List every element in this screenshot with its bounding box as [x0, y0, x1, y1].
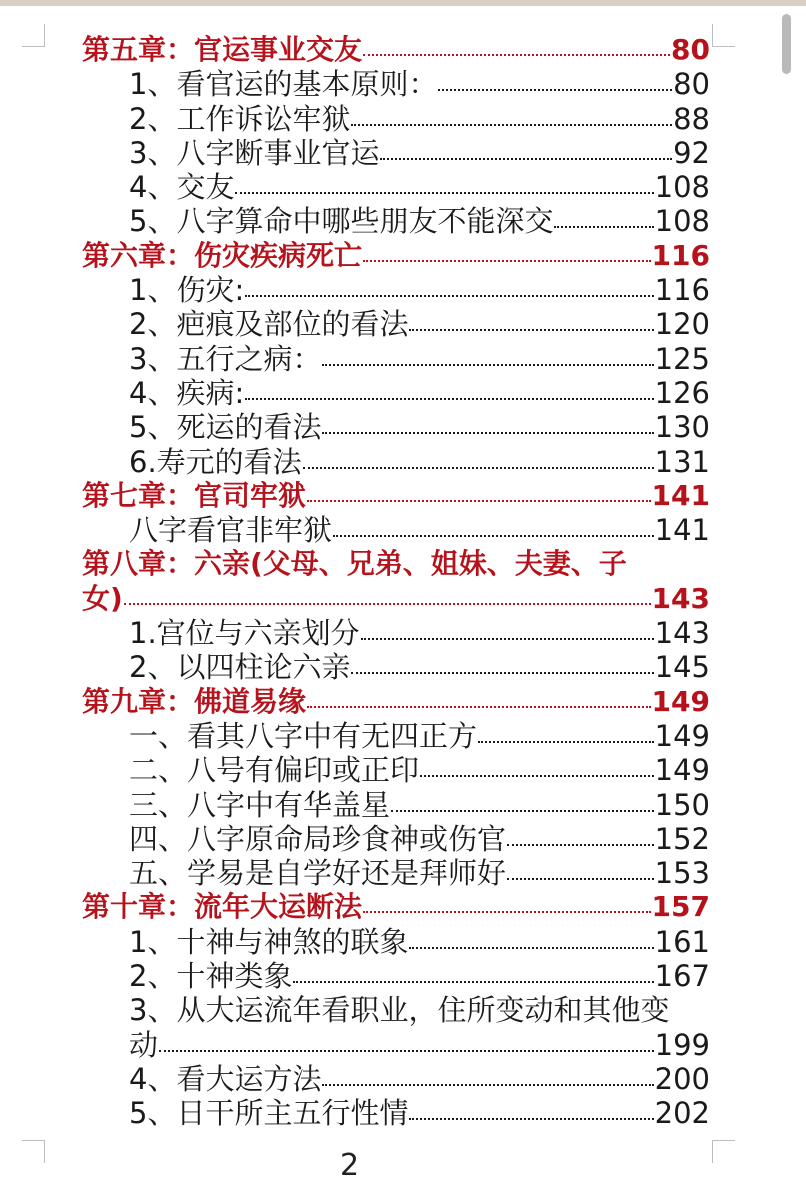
dot-leader — [307, 706, 651, 708]
dot-leader — [307, 500, 651, 502]
toc-entry-page: 92 — [673, 135, 710, 170]
toc-section-entry[interactable] — [82, 445, 710, 479]
crop-mark-top-left — [22, 24, 45, 47]
dot-leader — [124, 603, 651, 605]
toc-entry-page: 199 — [654, 1027, 710, 1062]
toc-entry-page: 145 — [654, 650, 710, 685]
toc-entry-title: 3、从大运流年看职业，住所变动和其他变 — [129, 993, 670, 1028]
toc-entry-page: 157 — [651, 890, 710, 924]
toc-entry-page: 108 — [654, 170, 710, 205]
toc-section-entry[interactable] — [82, 273, 710, 307]
crop-mark-bottom-left — [22, 1140, 45, 1163]
toc-entry-title: 1、看官运的基本原则： — [129, 67, 438, 102]
dot-leader — [333, 535, 654, 537]
crop-mark-top-right — [712, 24, 735, 47]
toc-section-entry[interactable] — [82, 1062, 710, 1096]
toc-entry-title: 女) — [82, 581, 123, 615]
dot-leader — [363, 260, 651, 262]
toc-entry-page: 167 — [654, 959, 710, 994]
toc-section-entry[interactable] — [82, 993, 710, 1027]
toc-section-entry[interactable] — [82, 650, 710, 684]
scrollbar[interactable] — [782, 14, 791, 74]
toc-entry-title: 五、学易是自学好还是拜师好 — [129, 856, 507, 891]
toc-entry-title: 1.宫位与六亲划分 — [129, 616, 360, 651]
dot-leader — [322, 364, 653, 366]
toc-section-entry[interactable] — [82, 342, 710, 376]
dot-leader — [507, 844, 654, 846]
dot-leader — [293, 981, 653, 983]
dot-leader — [391, 810, 654, 812]
toc-entry-page: 202 — [654, 1096, 710, 1131]
dot-leader — [245, 295, 653, 297]
toc-section-entry[interactable] — [82, 719, 710, 753]
toc-entry-page: 116 — [654, 273, 710, 308]
toc-entry-title: 动 — [129, 1027, 159, 1062]
toc-entry-page: 131 — [654, 444, 710, 479]
toc-entry-page: 149 — [654, 718, 710, 753]
toc-entry-page: 80 — [671, 33, 710, 66]
dot-leader — [159, 1050, 654, 1052]
dot-leader — [409, 1118, 653, 1120]
dot-leader — [361, 638, 654, 640]
toc-section-entry[interactable] — [82, 1028, 710, 1062]
toc-entry-title: 第八章：六亲(父母、兄弟、姐妹、夫妻、子 — [82, 547, 627, 581]
dot-leader — [322, 432, 653, 434]
toc-entry-page: 126 — [654, 375, 710, 410]
toc-entry-page: 149 — [651, 684, 710, 718]
dot-leader — [409, 947, 653, 949]
toc-chapter-entry[interactable] — [82, 890, 710, 924]
toc-section-entry[interactable] — [82, 170, 710, 204]
toc-section-entry[interactable] — [82, 788, 710, 822]
dot-leader — [554, 226, 653, 228]
toc-entry-page: 153 — [654, 856, 710, 891]
dot-leader — [351, 672, 653, 674]
toc-section-entry[interactable] — [82, 307, 710, 341]
toc-entry-title: 4、看大运方法 — [129, 1061, 322, 1096]
toc-entry-page: 130 — [654, 410, 710, 445]
page-number: 2 — [340, 1148, 360, 1183]
toc-section-entry[interactable] — [82, 102, 710, 136]
toc-entry-title: 6.寿元的看法 — [129, 444, 302, 479]
toc-entry-title: 5、日干所主五行性情 — [129, 1096, 409, 1131]
toc-section-entry[interactable] — [82, 204, 710, 238]
toc-section-entry[interactable] — [82, 136, 710, 170]
toc-section-entry[interactable] — [82, 513, 710, 547]
toc-entry-page: 125 — [654, 341, 710, 376]
toc-chapter-entry[interactable] — [82, 33, 710, 67]
toc-entry-page: 150 — [654, 787, 710, 822]
toc-section-entry[interactable] — [82, 67, 710, 101]
toc-chapter-entry[interactable] — [82, 479, 710, 513]
dot-leader — [409, 329, 653, 331]
toc-entry-title: 4、交友 — [129, 170, 235, 205]
toc-entry-page: 141 — [654, 513, 710, 548]
toc-entry-page: 88 — [673, 101, 710, 136]
toc-chapter-entry[interactable] — [82, 547, 710, 581]
toc-entry-title: 5、八字算命中哪些朋友不能深交 — [129, 204, 554, 239]
toc-entry-title: 二、八号有偏印或正印 — [129, 753, 420, 788]
dot-leader — [478, 741, 654, 743]
toc-chapter-entry[interactable] — [82, 239, 710, 273]
toc-section-entry[interactable] — [82, 1096, 710, 1130]
toc-entry-title: 2、疤痕及部位的看法 — [129, 307, 409, 342]
dot-leader — [322, 1084, 653, 1086]
toc-section-entry[interactable] — [82, 410, 710, 444]
toc-entry-page: 149 — [654, 753, 710, 788]
dot-leader — [420, 775, 654, 777]
toc-section-entry[interactable] — [82, 959, 710, 993]
dot-leader — [438, 89, 672, 91]
toc-entry-page: 80 — [673, 67, 710, 102]
toc-entry-title: 第七章：官司牢狱 — [82, 478, 307, 512]
toc-entry-page: 143 — [651, 581, 710, 615]
dot-leader — [303, 467, 654, 469]
toc-entry-page: 116 — [651, 238, 710, 272]
toc-entry-page: 108 — [654, 204, 710, 239]
toc-entry-title: 一、看其八字中有无四正方 — [129, 718, 478, 753]
toc-entry-title: 1、十神与神煞的联象 — [129, 924, 409, 959]
toc-entry-page: 200 — [654, 1061, 710, 1096]
toc-section-entry[interactable] — [82, 856, 710, 890]
table-of-contents — [82, 33, 710, 1131]
dot-leader — [245, 398, 653, 400]
toc-entry-page: 143 — [654, 616, 710, 651]
crop-mark-bottom-right — [712, 1140, 735, 1163]
toc-chapter-entry[interactable] — [82, 685, 710, 719]
toc-section-entry[interactable] — [82, 616, 710, 650]
toc-entry-title: 3、八字断事业官运 — [129, 135, 380, 170]
toc-chapter-entry[interactable] — [82, 582, 710, 616]
toc-entry-title: 5、死运的看法 — [129, 410, 322, 445]
toc-section-entry[interactable] — [82, 753, 710, 787]
toc-entry-title: 第九章：佛道易缘 — [82, 684, 307, 718]
dot-leader — [380, 158, 672, 160]
toc-entry-title: 八字看官非牢狱 — [129, 513, 333, 548]
dot-leader — [363, 911, 651, 913]
toc-entry-title: 第五章：官运事业交友 — [82, 33, 363, 66]
toc-entry-title: 三、八字中有华盖星 — [129, 787, 391, 822]
toc-entry-page: 141 — [651, 478, 710, 512]
dot-leader — [363, 54, 670, 56]
toc-section-entry[interactable] — [82, 925, 710, 959]
toc-entry-title: 第六章：伤灾疾病死亡 — [82, 238, 363, 272]
dot-leader — [507, 878, 654, 880]
toc-entry-title: 第十章：流年大运断法 — [82, 890, 363, 924]
toc-section-entry[interactable] — [82, 822, 710, 856]
toc-entry-title: 四、八字原命局珍食神或伤官 — [129, 821, 507, 856]
toc-entry-page: 161 — [654, 924, 710, 959]
dot-leader — [351, 124, 672, 126]
toc-entry-title: 2、十神类象 — [129, 959, 293, 994]
toc-entry-title: 1、伤灾: — [129, 273, 245, 308]
toc-section-entry[interactable] — [82, 376, 710, 410]
toc-entry-page: 152 — [654, 821, 710, 856]
toc-entry-page: 120 — [654, 307, 710, 342]
toc-entry-title: 4、疾病: — [129, 375, 245, 410]
dot-leader — [235, 192, 653, 194]
toc-entry-title: 3、五行之病： — [129, 341, 322, 376]
toc-entry-title: 2、以四柱论六亲 — [129, 650, 351, 685]
toc-entry-title: 2、工作诉讼牢狱 — [129, 101, 351, 136]
